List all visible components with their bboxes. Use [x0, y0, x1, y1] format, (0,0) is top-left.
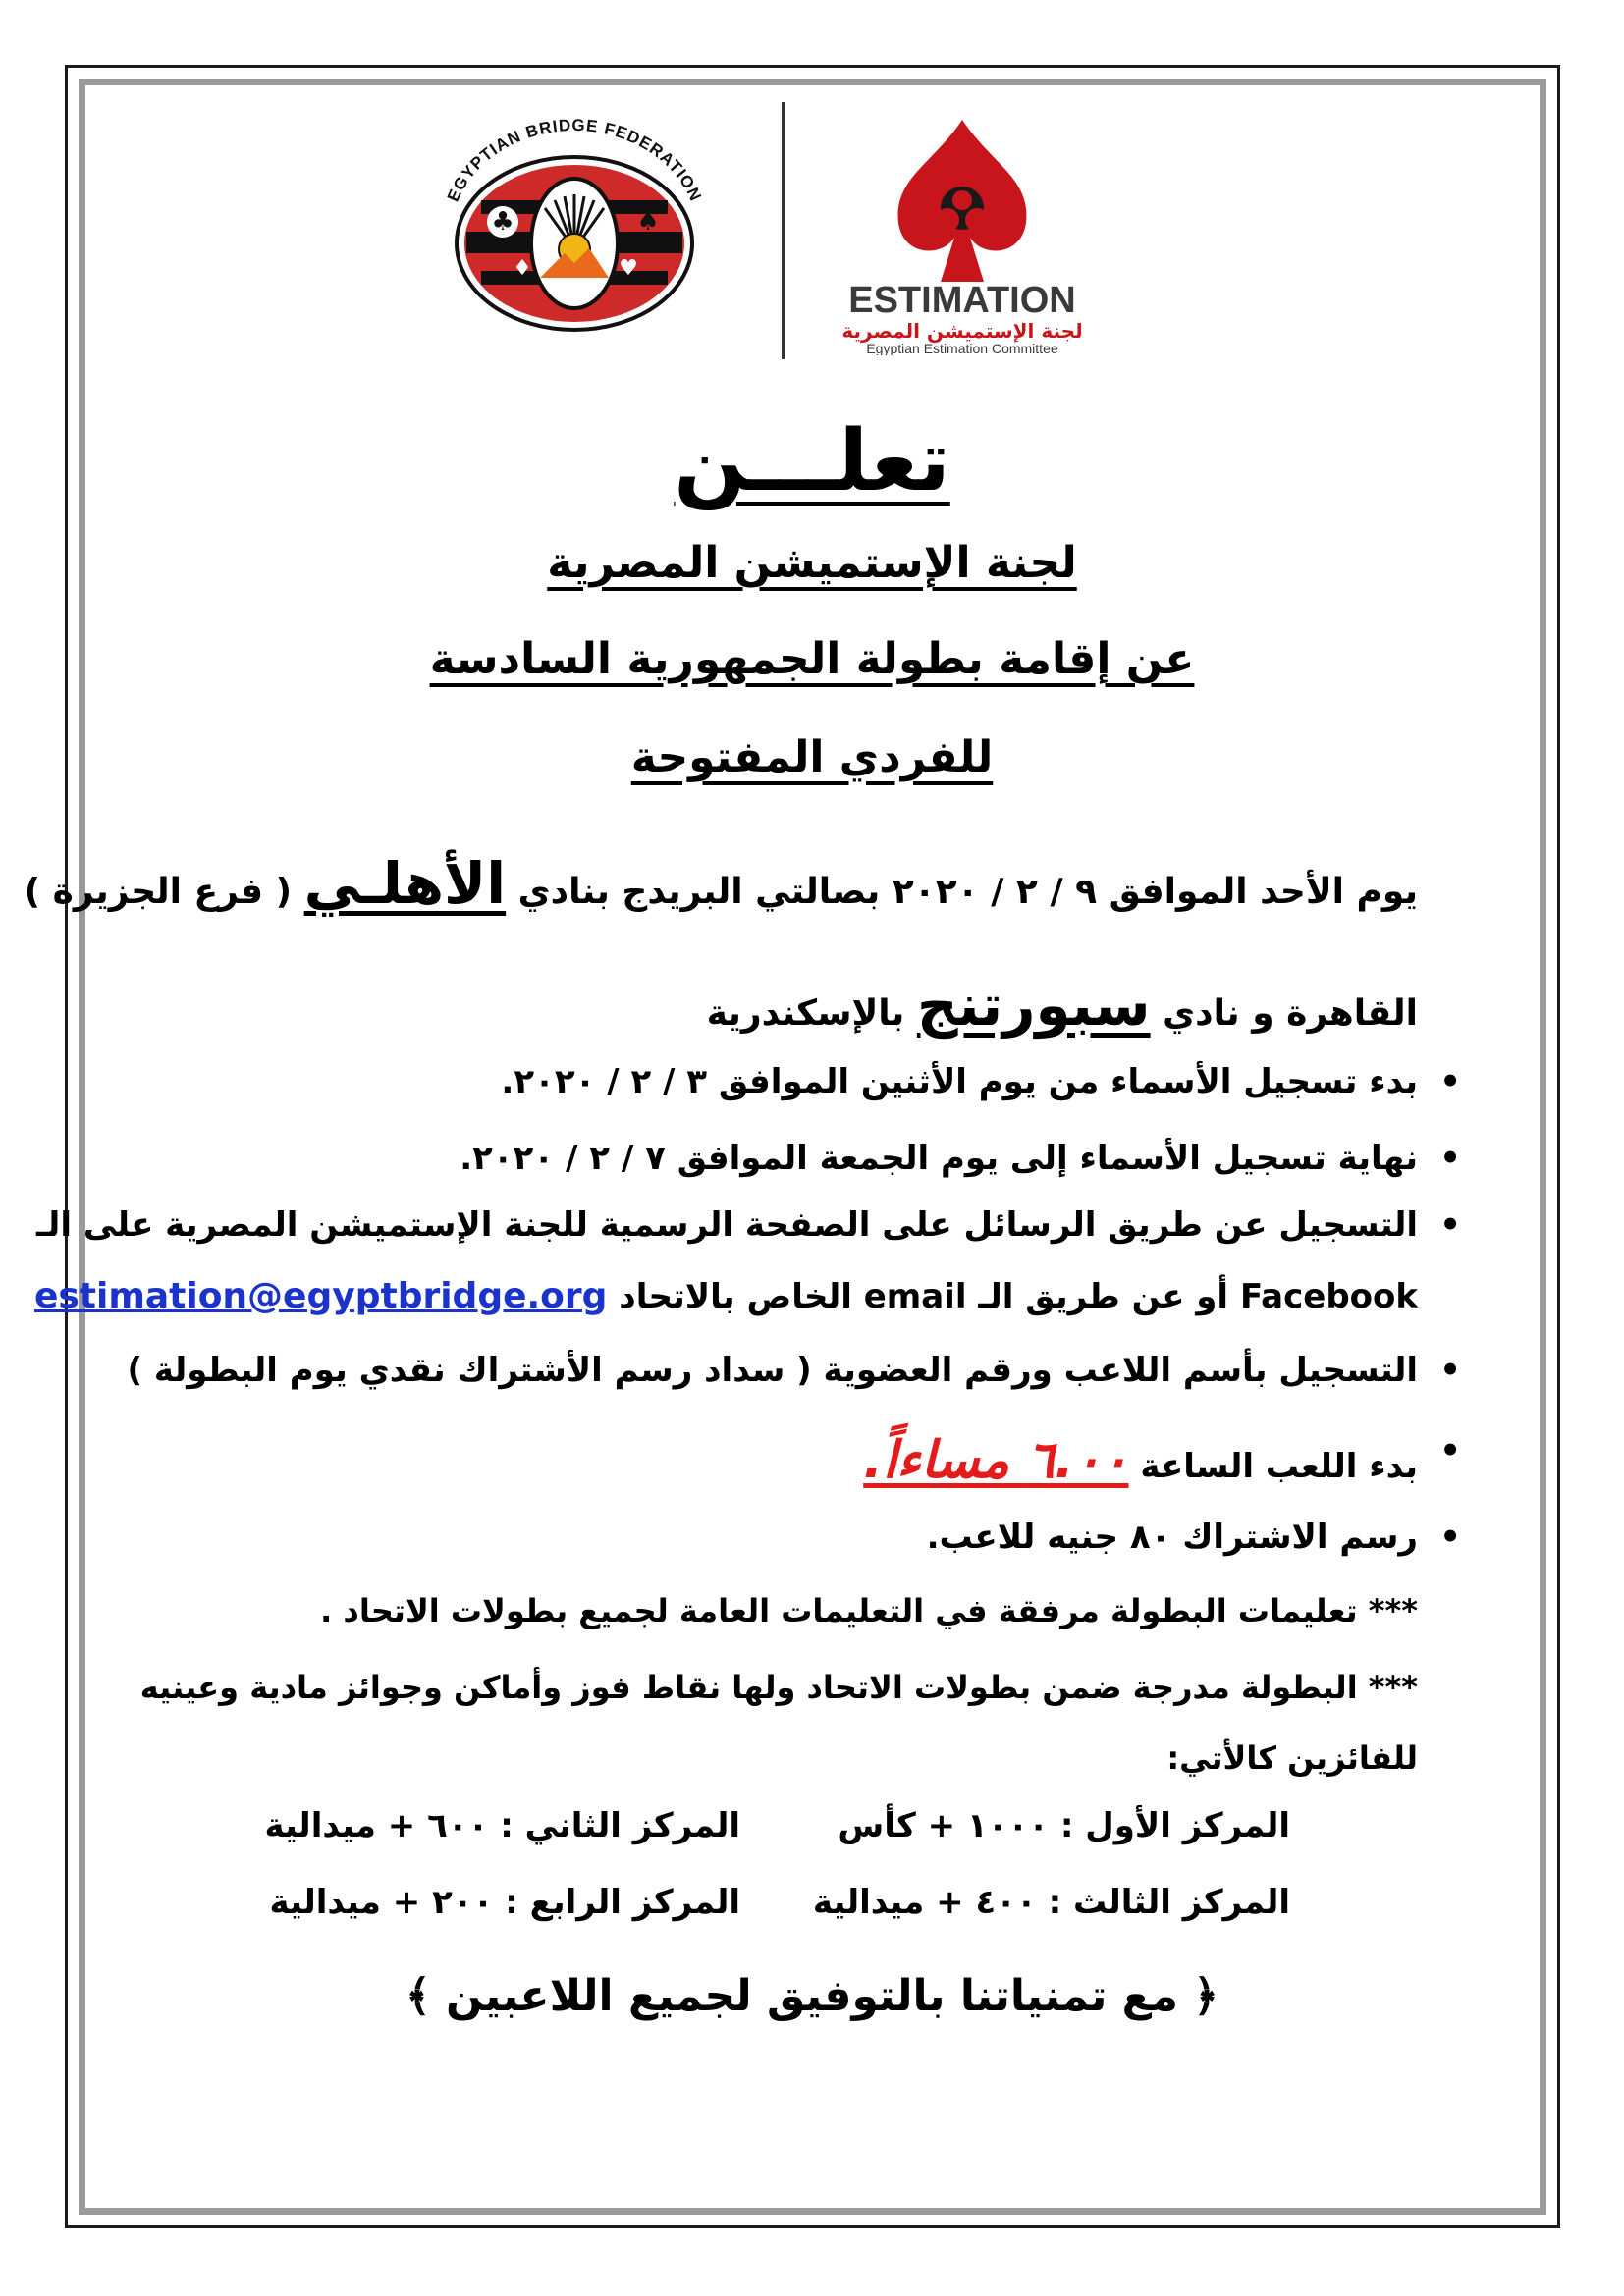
svg-text:ESTIMATION: ESTIMATION: [848, 280, 1076, 321]
svg-text:♣: ♣: [491, 207, 514, 237]
bullet-registration-method: • التسجيل عن طريق الرسائل على الصفحة الرسمية للجنة الإستميشن المصرية على الـ: [210, 1205, 1418, 1245]
alexandria-text: بالإسكندرية: [706, 993, 905, 1034]
facebook-email-text: Facebook أو عن طريق الـ email الخاص بالاتحاد: [619, 1277, 1418, 1316]
federation-email-link[interactable]: estimation@egyptbridge.org: [33, 1276, 608, 1316]
branch-text: ( فرع الجزيرة ): [24, 872, 293, 912]
svg-text:EGYPTIAN BRIDGE FEDERATION: EGYPTIAN BRIDGE FEDERATION: [443, 115, 706, 205]
closing-wishes: ﴿ مع تمنياتنا بالتوفيق لجميع اللاعبين ﴾: [405, 1971, 1219, 2021]
egyptian-bridge-federation-logo: [412, 106, 736, 342]
svg-text:♠: ♠: [636, 207, 660, 237]
bullet-registration-end: • نهاية تسجيل الأسماء إلى يوم الجمعة الموافق ٧ / ٢ / ٢٠٢٠.: [210, 1139, 1418, 1178]
note-prizes-intro-continued: للفائزين كالأتي:: [1166, 1739, 1418, 1777]
bullet-registration-start: • بدء تسجيل الأسماء من يوم الأثنين الموافق ٣ / ٢ / ٢٠٢٠.: [210, 1062, 1418, 1101]
event-date-line: [25, 850, 1418, 917]
estimation-logo: [825, 110, 1100, 355]
city-text: القاهرة و نادي: [1163, 993, 1418, 1034]
championship-category: للفردي المفتوحة: [630, 732, 994, 782]
bullet-start-time: [210, 1431, 1418, 1490]
event-city-line: [707, 972, 1418, 1039]
logo-divider: [782, 102, 785, 359]
start-time-value: ٦.٠٠ مساءاً.: [863, 1431, 1129, 1490]
event-date-text: يوم الأحد الموافق ٩ / ٢ / ٢٠٢٠ بصالتي البريدج بنادي: [517, 872, 1418, 912]
championship-name: عن إقامة بطولة الجمهورية السادسة: [429, 634, 1195, 684]
announcement-title: تعلـــن: [674, 412, 950, 510]
bullet-entry-fee: • رسم الاشتراك ٨٠ جنيه للاعب.: [210, 1518, 1418, 1557]
svg-text:Egyptian Estimation Committee: Egyptian Estimation Committee: [866, 341, 1058, 355]
committee-name: لجنة الإستميشن المصرية: [547, 538, 1077, 588]
spade-icon: [825, 110, 1100, 355]
note-prizes-intro: *** البطولة مدرجة ضمن بطولات الاتحاد ولها نقاط فوز وأماكن وجوائز مادية وعينيه: [139, 1669, 1418, 1706]
prize-third-place: المركز الثالث : ٤٠٠ + ميدالية: [812, 1883, 1290, 1922]
prize-second-place: المركز الثاني : ٦٠٠ + ميدالية: [264, 1806, 740, 1845]
svg-text:لجنة الإستميشن المصرية: لجنة الإستميشن المصرية: [841, 319, 1083, 343]
club-sporting: سبورتنج: [916, 972, 1151, 1039]
bullet-registration-details: • التسجيل بأسم اللاعب ورقم العضوية ( سداد رسم الأشتراك نقدي يوم البطولة ): [210, 1351, 1418, 1390]
club-ahly: الأهلـي: [303, 850, 507, 917]
prize-first-place: المركز الأول : ١٠٠٠ + كأس: [838, 1806, 1290, 1845]
prize-fourth-place: المركز الرابع : ٢٠٠ + ميدالية: [269, 1883, 740, 1922]
note-instructions: *** تعليمات البطولة مرفقة في التعليمات العامة لجميع بطولات الاتحاد .: [320, 1592, 1418, 1629]
registration-method-continued: [33, 1276, 1418, 1316]
start-time-label: بدء اللعب الساعة: [1140, 1447, 1418, 1486]
svg-text:♦: ♦: [513, 256, 532, 281]
svg-text:♥: ♥: [619, 256, 638, 281]
